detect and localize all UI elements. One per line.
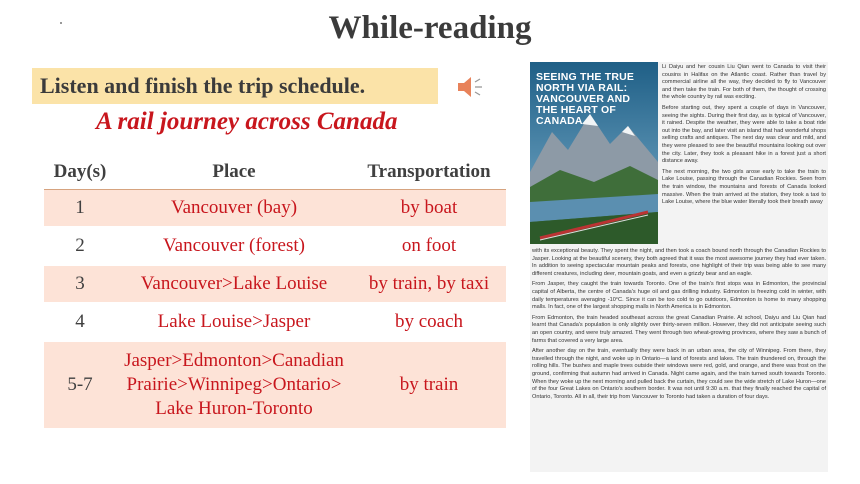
table-row xyxy=(44,266,506,304)
day-cell: 4 xyxy=(75,311,85,332)
table-header xyxy=(44,154,506,190)
table-row xyxy=(44,190,506,228)
photo-title: SEEING THE TRUE NORTH VIA RAIL: VANCOUVER AND THE HEART OF CANADA xyxy=(536,71,635,127)
article-paragraph: From Edmonton, the train headed southeast across the great Canadian Prairie. At school, Daiyu and Liu Qian had learnt that Canada's population is only slightly over thirty-seven million. However, they did not anticipate seeing such an open country, and were truly amazed. They went through two wheat-growing provinces, where they saw a bunch of farms that covered a very large area. xyxy=(532,314,826,344)
place-cell: Vancouver (bay) xyxy=(170,197,298,218)
transport-cell: by boat xyxy=(400,197,458,218)
task-instruction: Listen and finish the trip schedule. xyxy=(32,68,438,104)
article-paragraph: with its exceptional beauty. They spent the night, and then took a coach bound north through the Canadian Rockies to Jasper. Looking at the beautiful scenery, they both agreed that it was the most awesome journey they had ever taken. In addition to seeing spectacular mountain peaks and forests, one highlight of their trip was being able to see many different creatures, including deer, mountain goats, and even a grizzly bear and an eagle. xyxy=(532,248,826,277)
day-cell: 3 xyxy=(75,273,85,294)
place-cell: Vancouver (forest) xyxy=(163,235,305,256)
header-transportation: Transportation xyxy=(367,160,491,182)
article-paragraph: From Jasper, they caught the train towards Toronto. One of the train's first stops was in Edmonton, the provincial capital of Alberta, the centre of Canada's huge oil and gas drilling industry. Edmonton is freezing cold in winter, with daily temperatures averaging -10°C. Since it can be too cold to go outdoors, Edmonton is home to many shopping malls. In fact, one of the largest shopping malls in North America is in Edmonton. xyxy=(532,281,826,311)
reading-article xyxy=(530,62,828,472)
table-row xyxy=(44,342,506,430)
page-title: While-reading xyxy=(328,10,532,46)
place-cell: Jasper>Edmonton>Canadian Prairie>Winnipeg>Ontario> Lake Huron-Toronto xyxy=(124,350,344,419)
transport-cell: on foot xyxy=(401,235,457,256)
article-paragraph: Li Daiyu and her cousin Liu Qian went to Canada to visit their cousins in Halifax on the Atlantic coast. Rather than travel by commercial airline all the way, they decided to fly to Vancouver and then take the train. For both of them, the thought of crossing the whole country by rail was exciting. xyxy=(662,64,826,101)
place-cell: Vancouver>Lake Louise xyxy=(140,273,328,294)
transport-cell: by train xyxy=(399,374,459,395)
transport-cell: by coach xyxy=(394,311,464,332)
transport-cell: by train, by taxi xyxy=(368,273,490,294)
speaker-icon[interactable] xyxy=(456,74,484,100)
day-cell: 1 xyxy=(75,197,85,218)
table-row xyxy=(44,304,506,342)
header-day: Day(s) xyxy=(53,160,107,182)
place-cell: Lake Louise>Jasper xyxy=(157,311,311,332)
article-paragraph: Before starting out, they spent a couple of days in Vancouver, seeing the sights. During their first day, as is typical of Vancouver, it rained. Despite the weather, they were able to take a boat ride out into the bay, and later visit an island that had wonderful shops selling crafts and antiques. The next day was clear and mild, and they were pleased to see the beautiful mountains looking out over the city. Later, they took a pleasant hike in a forest just a short distance away. xyxy=(662,104,826,165)
day-cell: 5-7 xyxy=(67,374,93,395)
article-paragraph: The next morning, the two girls arose early to take the train to Lake Louise, passing through the Canadian Rockies. Seen from the train window, the mountains and forests of Canada looked massive. When the train arrived at the station, they took a taxi to Lake Louise, where the blue water literally took their breath away xyxy=(662,168,826,206)
article-column-top xyxy=(662,64,826,210)
subtitle: A rail journey across Canada xyxy=(96,108,398,135)
article-paragraph: After another day on the train, eventually they were back in an urban area, the city of Winnipeg. From there, they travelled through the night, and woke up in Ontario—a land of forests and lakes. The train thundered on, through the rolling hills. The bushes and maple trees outside their windows were red, gold, and orange, and there was frost on the ground, confirming that autumn had arrived in Canada. Night came again, and the train turned south towards Toronto. When they woke up the next morning and pulled back the curtain, they could see the wide stretch of Lake Huron—one of the four Great Lakes on Ontario's southern border. It was not until 9:30 a.m. that they finally reached the capital of Ontario, Toronto. All in all, their trip from Vancouver to Toronto had taken a duration of four days. xyxy=(532,348,826,400)
table-row xyxy=(44,228,506,266)
day-cell: 2 xyxy=(75,235,85,256)
article-column-bottom xyxy=(532,248,826,404)
header-place: Place xyxy=(212,160,256,182)
canada-landscape-photo xyxy=(530,62,658,244)
trip-schedule-table xyxy=(44,154,506,430)
